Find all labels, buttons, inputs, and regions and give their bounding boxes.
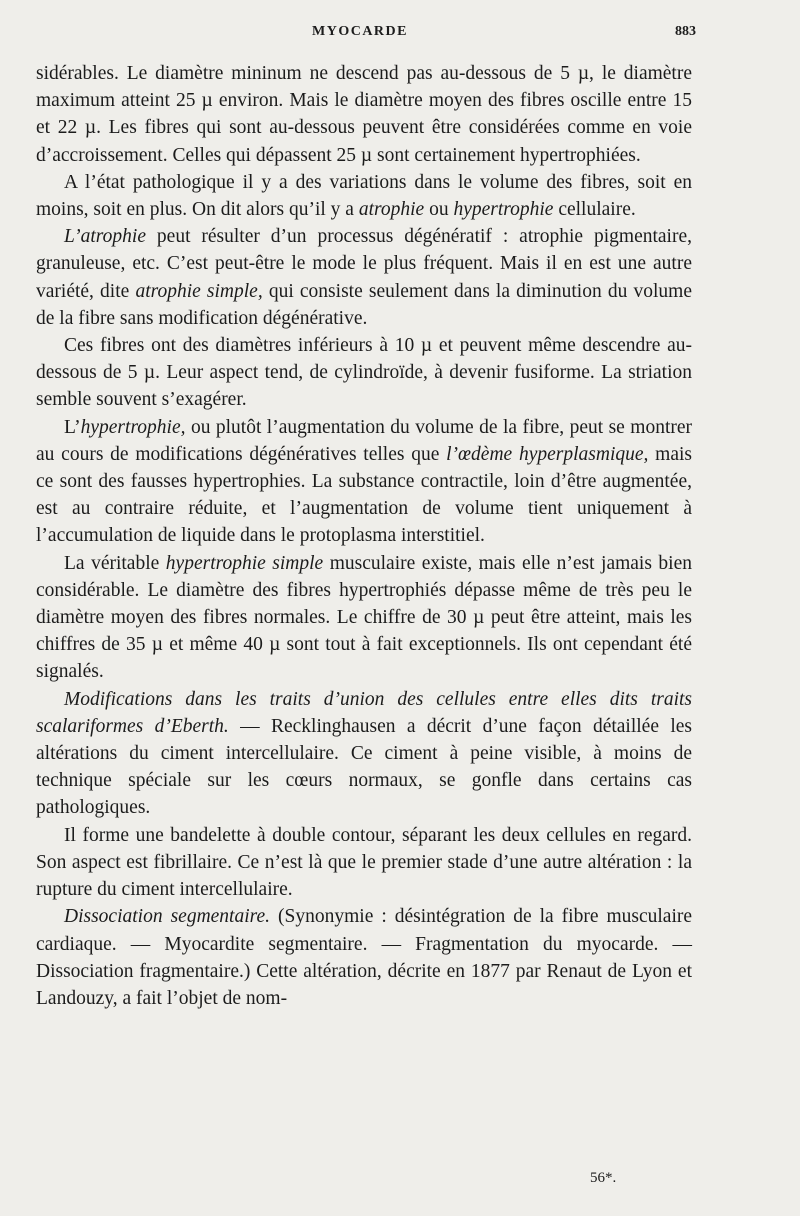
- italic-run: hypertrophie: [453, 199, 554, 221]
- text-run: qui consiste seulement dans la diminution du volume de la fibre sans modification dégénérative.: [36, 280, 692, 329]
- text-run: peut résulter d’un processus dégénératif : atrophie pigmentaire, granuleuse, etc. C’est peut-être le mode le plus fréquent. Mais il en est une autre variété, dite: [36, 226, 692, 302]
- paragraph: [36, 169, 692, 223]
- italic-run: Dissociation segmentaire.: [64, 906, 271, 928]
- paragraph: [36, 414, 692, 550]
- paragraph: [36, 903, 692, 1012]
- text-run: A l’état pathologique il y a des variations dans le volume des fibres, soit en moins, soit en plus. On dit alors qu’il y a: [36, 171, 692, 221]
- paragraph: [36, 822, 692, 904]
- text-run: mais ce sont des fausses hypertrophies. La substance contractile, loin d’être augmentée, est au contraire réduite, et l’augmentation de volume tient uniquement à l’accumulation de liquide dans le protoplasma interstitiel.: [36, 443, 692, 547]
- text-run: L’: [64, 416, 81, 438]
- paragraph: [36, 686, 692, 822]
- text-run: sidérables. Le diamètre mininum ne descend pas au-dessous de 5 µ, le diamètre maximum atteint 25 µ environ. Mais le diamètre moyen des fibres oscille entre 15 et 22 µ. Les fibres qui sont au-dessous peuvent être considérées comme en voie d’accroissement. Celles qui dépassent 25 µ sont certainement hypertrophiées.: [36, 63, 692, 166]
- text-run: (Synonymie : désintégration de la fibre musculaire cardiaque. — Myocardite segmentaire. — Fragmentation du myocarde. — Dissociation fragmentaire.) Cette altération, décrite en 1877 par Renaut de Lyon et Landouzy, a fait l’objet de nom-: [36, 906, 693, 1009]
- running-header: [36, 24, 696, 46]
- italic-run: atrophie: [358, 199, 425, 221]
- text-run: Il forme une bandelette à double contour, séparant les deux cellules en regard. Son aspect est fibrillaire. Ce n’est là que le premier stade d’une autre altération : la rupture du ciment intercellulaire.: [36, 824, 692, 901]
- paragraph: [36, 550, 692, 686]
- paragraph: [36, 332, 692, 414]
- body-text: [36, 60, 692, 1012]
- italic-run: hypertrophie,: [80, 416, 186, 438]
- text-run: ou: [424, 199, 454, 221]
- italic-run: Modifications dans les traits d’union des cellules entre elles dits traits scalariformes d’Eberth.: [36, 688, 692, 737]
- signature-mark: 56*.: [590, 1170, 617, 1186]
- paragraph: [36, 223, 692, 332]
- text-run: La véritable: [64, 552, 166, 574]
- paragraph: [36, 60, 692, 169]
- italic-run: L’atrophie: [64, 226, 146, 248]
- text-run: — Recklinghausen a décrit d’une façon détaillée les altérations du ciment intercellulaire. Ce ciment à peine visible, à moins de technique spéciale sur les cœurs normaux, se gonfle dans certains cas pathologiques.: [36, 715, 692, 819]
- italic-run: hypertrophie simple: [165, 552, 324, 574]
- text-run: ou plutôt l’augmentation du volume de la fibre, peut se montrer au cours de modifications dégénératives telles que: [36, 416, 692, 465]
- text-run: musculaire existe, mais elle n’est jamais bien considérable. Le diamètre des fibres hypertrophiés dépasse même de très peu le diamètre moyen des fibres normales. Le chiffre de 30 µ peut être atteint, mais les chiffres de 35 µ et même 40 µ sont tout à fait exceptionnels. Ils ont cependant été signalés.: [36, 552, 693, 683]
- page-number: 883: [675, 24, 696, 39]
- italic-run: atrophie simple,: [135, 280, 263, 302]
- italic-run: l’œdème hyperplasmique,: [446, 443, 649, 465]
- running-title: MYOCARDE: [312, 24, 408, 39]
- text-run: cellulaire.: [553, 199, 636, 221]
- text-run: Ces fibres ont des diamètres inférieurs à 10 µ et peuvent même descendre au-dessous de 5 µ. Leur aspect tend, de cylindroïde, à devenir fusiforme. La striation semble souvent s’exagérer.: [36, 335, 692, 411]
